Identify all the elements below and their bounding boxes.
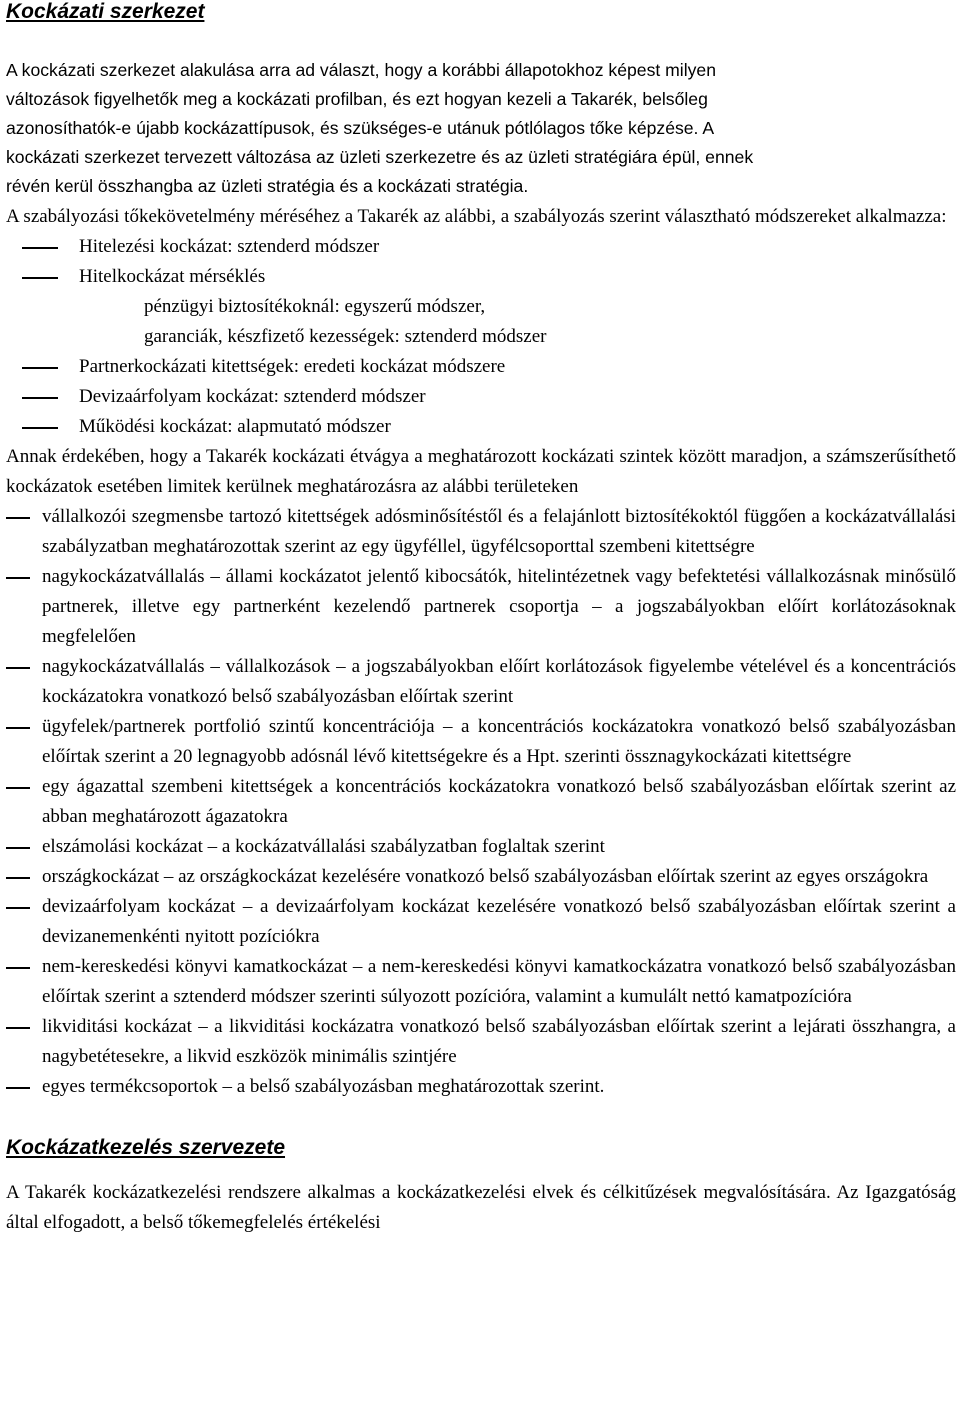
list-subitem: pénzügyi biztosítékoknál: egyszerű módszer,: [144, 296, 486, 317]
list-item: Partnerkockázati kitettségek: eredeti kockázat módszere: [6, 352, 956, 382]
list-item: nagykockázatvállalás – állami kockázatot jelentő kibocsátók, hitelintézetnek vagy befektetési vállalkozásnak minősülő partnerek, illetve egy partnerként kezelendő partnerek csoportja – a jogszabályokban előírt korlátozásoknak megfelelően: [6, 562, 956, 652]
list-item: devizaárfolyam kockázat – a devizaárfolyam kockázat kezelésére vonatkozó belső szabályozásban előírtak szerint a devizanemenkénti nyitott pozíciókra: [6, 892, 956, 952]
limits-list: [6, 502, 956, 1102]
list-item: elszámolási kockázat – a kockázatvállalási szabályzatban foglaltak szerint: [6, 832, 956, 862]
list-item: Hitelkockázat mérséklés: [6, 262, 956, 292]
risk-organization-paragraph: A Takarék kockázatkezelési rendszere alkalmas a kockázatkezelési elvek és célkitűzések megvalósítására. Az Igazgatóság által elfogadott, a belső tőkemegfelelés értékelési: [6, 1182, 956, 1233]
list-item: nem-kereskedési könyvi kamatkockázat – a nem-kereskedési könyvi kamatkockázatra vonatkozó belső szabályozásban előírtak szerint a sztenderd módszer szerinti súlyozott pozícióra, valamint a kumulált nettó kamatpozícióra: [6, 952, 956, 1012]
list-item: országkockázat – az országkockázat kezelésére vonatkozó belső szabályozásban előírtak szerint az egyes országokra: [6, 862, 956, 892]
intro-line: változások figyelhetők meg a kockázati profilban, és ezt hogyan kezeli a Takarék, belsőleg: [6, 89, 708, 109]
list-subitem: garanciák, készfizető kezességek: sztenderd módszer: [144, 326, 547, 347]
intro-line: azonosíthatók-e újabb kockázattípusok, és szükséges-e utánuk pótlólagos tőke képzése. A: [6, 118, 715, 138]
section-heading-risk-structure: Kockázati szerkezet: [6, 0, 205, 23]
risk-structure-intro: [6, 56, 956, 201]
list-item: egy ágazattal szembeni kitettségek a koncentrációs kockázatokra vonatkozó belső szabályozásban előírtak szerint az abban meghatározott ágazatokra: [6, 772, 956, 832]
methods-list: [6, 232, 956, 442]
document-page: [6, 0, 956, 1238]
list-item: likviditási kockázat – a likviditási kockázatra vonatkozó belső szabályozásban előírtak szerint a lejárati összhangra, a nagybetétesekre, a likvid eszközök minimális szintjére: [6, 1012, 956, 1072]
list-item: ügyfelek/partnerek portfolió szintű koncentrációja – a koncentrációs kockázatokra vonatkozó belső szabályozásban előírtak szerint a 20 legnagyobb adósnál lévő kitettségekre és a Hpt. szerinti össznagykockázati kitettségre: [6, 712, 956, 772]
intro-line: kockázati szerkezet tervezett változása az üzleti szerkezetre és az üzleti stratégiára épül, ennek: [6, 147, 754, 167]
list-item: nagykockázatvállalás – vállalkozások – a jogszabályokban előírt korlátozások figyelembe vételével és a koncentrációs kockázatokra vonatkozó belső szabályozásban előírtak szerint: [6, 652, 956, 712]
list-item: Működési kockázat: alapmutató módszer: [6, 412, 956, 442]
list-item: vállalkozói szegmensbe tartozó kitettségek adósminősítéstől és a felajánlott biztosítékoktól függően a kockázatvállalási szabályzatban meghatározottak szerint az egy ügyféllel, ügyfélcsoporttal szembeni kitettségre: [6, 502, 956, 562]
intro-line: révén kerül összhangba az üzleti stratégia és a kockázati stratégia.: [6, 176, 529, 196]
intro-line: A kockázati szerkezet alakulása arra ad választ, hogy a korábbi állapotokhoz képest milyen: [6, 60, 716, 80]
list-item: Devizaárfolyam kockázat: sztenderd módszer: [6, 382, 956, 412]
limits-intro-paragraph: Annak érdekében, hogy a Takarék kockázati étvágya a meghatározott kockázati szintek között maradjon, a számszerűsíthető kockázatok esetében limitek kerülnek meghatározásra az alábbi területeken: [6, 446, 956, 497]
section-heading-risk-organization: Kockázatkezelés szervezete: [6, 1136, 286, 1159]
list-item: Hitelezési kockázat: sztenderd módszer: [6, 232, 956, 262]
capital-requirement-paragraph: A szabályozási tőkekövetelmény méréséhez a Takarék az alábbi, a szabályozás szerint választható módszereket alkalmazza:: [6, 206, 947, 227]
list-item: egyes termékcsoportok – a belső szabályozásban meghatározottak szerint.: [6, 1072, 956, 1102]
